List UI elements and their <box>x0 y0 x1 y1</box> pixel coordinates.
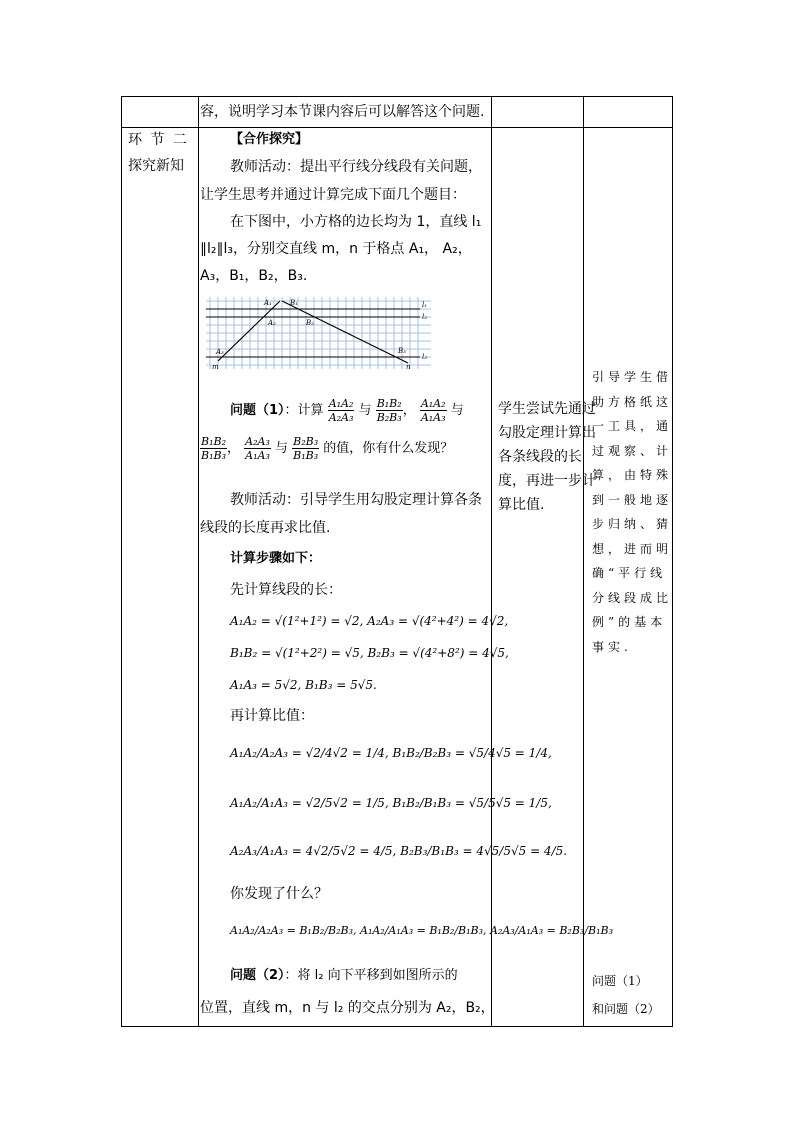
label-A1: A₁ <box>264 299 272 307</box>
teacher-activity-1: 教师活动：提出平行线分线段有关问题， <box>230 159 482 175</box>
question-2: 问题（2）：将 l₂ 向下平移到如图所示的 <box>230 968 458 983</box>
row1-text: 容，说明学习本节课内容后可以解答这个问题. <box>200 104 485 120</box>
step-1: 先计算线段的长： <box>230 582 342 598</box>
label-A2: A₂ <box>268 319 276 327</box>
ratio-eq-1: A₁A₂/A₂A₃ = √2/4√2 = 1/4, B₁B₂/B₂B₃ = √5/4√5 = 1/4, <box>230 746 552 760</box>
design-intent-2-line1: 问题（1） <box>592 974 648 988</box>
ratio-eq-3: A₂A₃/A₁A₃ = 4√2/5√2 = 4/5, B₂B₃/B₁B₃ = 4√5/5√5 = 4/5. <box>230 844 568 858</box>
label-l3: l₃ <box>422 353 428 361</box>
col-divider-1 <box>198 97 199 1026</box>
design-intent: 引导学生借助方格纸这一工具，通过观察、计算，由特殊到一般地逐步归纳、猜想，进而明确“平行线分线段成比例”的基本事实. <box>592 370 673 654</box>
label-B1: B₁ <box>290 299 298 307</box>
label-A3: A₃ <box>216 348 224 356</box>
what-found: 你发现了什么？ <box>230 886 328 902</box>
grid-figure <box>206 297 431 369</box>
teacher-activity-2b: 线段的长度再求比值. <box>200 520 331 536</box>
steps-label: 计算步骤如下： <box>230 551 322 566</box>
found-equation: A₁A₂/A₂A₃ = B₁B₂/B₂B₃, A₁A₂/A₁A₃ = B₁B₂/B₁B₃, A₂A₃/A₁A₃ = B₂B₃/B₁B₃ <box>230 924 614 937</box>
length-eq-1: A₁A₂ = √(1²+1²) = √2, A₂A₃ = √(4²+4²) = 4√2, <box>230 614 509 628</box>
section-heading: 【合作探究】 <box>230 132 309 147</box>
problem-desc-3: A₃，B₁，B₂，B₃. <box>200 268 308 284</box>
ratio-eq-2: A₁A₂/A₁A₃ = √2/5√2 = 1/5, B₁B₂/B₁B₃ = √5/5√5 = 1/5, <box>230 796 552 810</box>
label-m: m <box>212 363 219 369</box>
label-l2: l₂ <box>422 313 428 321</box>
col-divider-3 <box>583 97 584 1026</box>
student-activity: 学生尝试先通过勾股定理计算出各条线段的长度，再进一步计算比值. <box>498 401 596 513</box>
stage-title-line2: 探究新知 <box>128 158 184 174</box>
step-2: 再计算比值： <box>230 708 314 724</box>
question-1: 问题（1）：计算 $\frac{\text{A₁A₂}}{\text{A₂A₃}}$ 与 $\frac{\text{B₁B₂}}{\text{B₂B₃}}$ ， $\frac{\text{A₁A₂}}{\text{A₁A₃}}$ 与 <box>230 397 464 424</box>
design-intent-2-line2: 和问题（2） <box>592 1002 660 1016</box>
label-n: n <box>406 363 411 369</box>
label-B3: B₃ <box>398 347 406 355</box>
label-B2: B₂ <box>306 319 314 327</box>
col-divider-2 <box>491 97 492 1026</box>
question-1-cont: $\frac{\text{B₁B₂}}{\text{B₁B₃}}$ ， $\frac{\text{A₂A₃}}{\text{A₁A₃}}$ 与 $\frac{\text{B₂B₃}}{\text{B₁B₃}}$ 的值，你有什么发现？ <box>201 435 454 462</box>
row-divider <box>122 127 672 128</box>
line-n <box>282 301 408 363</box>
label-l1: l₁ <box>422 301 428 309</box>
teacher-activity-1b: 让学生思考并通过计算完成下面几个题目： <box>200 187 466 203</box>
length-eq-3: A₁A₃ = 5√2, B₁B₃ = 5√5. <box>230 678 377 692</box>
problem-desc-2: ∥l₂∥l₃，分别交直线 m，n 于格点 A₁， A₂， <box>200 241 472 257</box>
length-eq-2: B₁B₂ = √(1²+2²) = √5, B₂B₃ = √(4²+8²) = 4√5, <box>230 646 509 660</box>
line-m <box>218 301 280 361</box>
problem-desc-1: 在下图中，小方格的边长均为 1，直线 l₁ <box>230 214 482 230</box>
teacher-activity-2: 教师活动：引导学生用勾股定理计算各条 <box>230 492 482 508</box>
question-2-cont: 位置，直线 m，n 与 l₂ 的交点分别为 A₂，B₂， <box>200 1000 495 1016</box>
lesson-table <box>121 96 673 1027</box>
stage-title-line1: 环 节 二 <box>128 132 189 148</box>
